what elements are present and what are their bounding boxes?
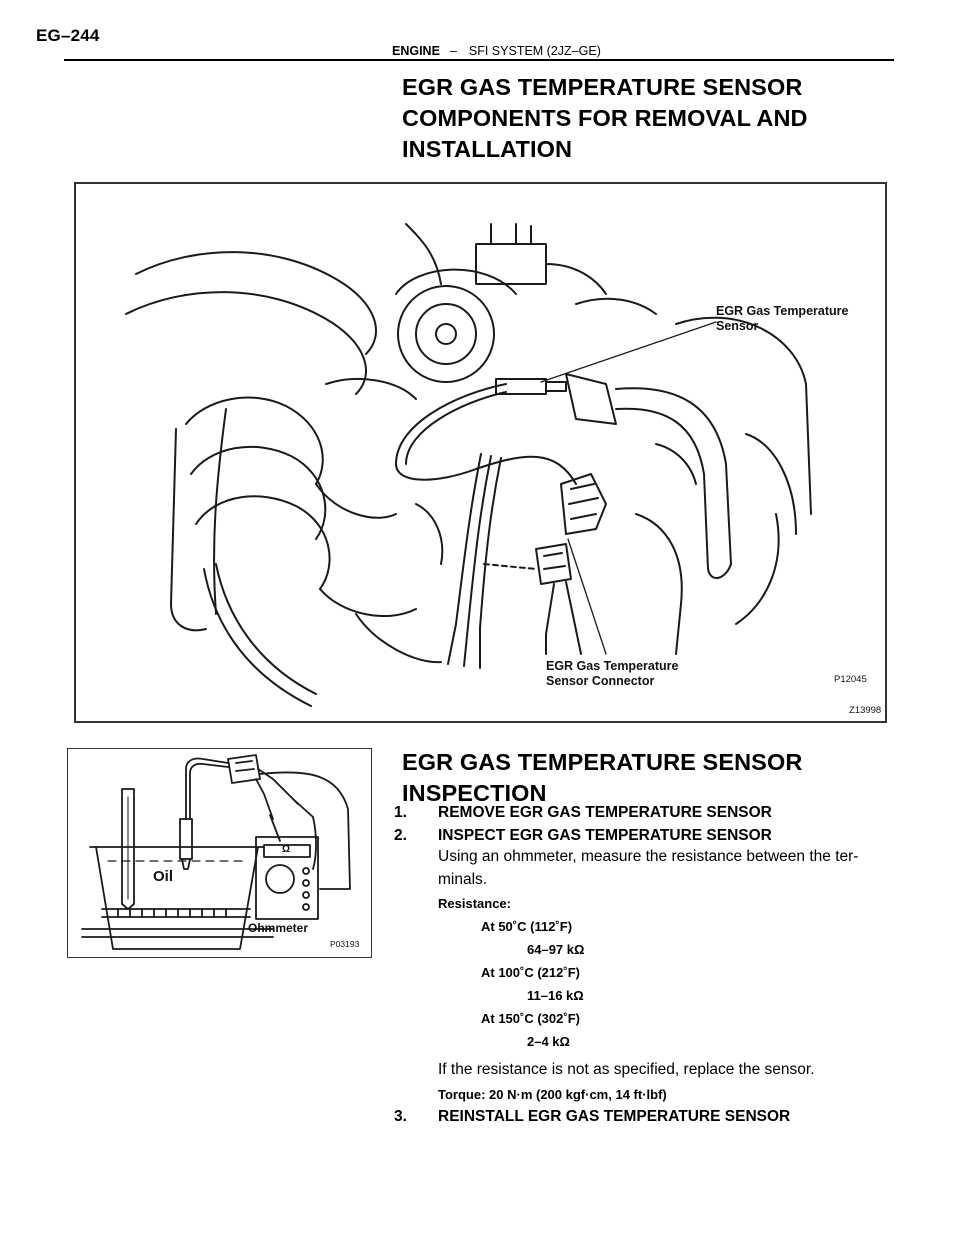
spec-value: 2–4 kΩ [527, 1034, 570, 1049]
section-title-line: EGR GAS TEMPERATURE SENSOR [402, 749, 803, 775]
step-instruction [394, 845, 934, 891]
spec-condition: At 50˚C (112˚F) [481, 919, 573, 934]
section-title-line: INSTALLATION [402, 136, 573, 162]
section-title-inspection [402, 747, 802, 809]
spec-value: 11–16 kΩ [527, 988, 584, 1003]
spec-label: Resistance: [438, 896, 511, 911]
callout-line: EGR Gas Temperature [546, 659, 679, 673]
callout-line: EGR Gas Temperature [716, 304, 849, 318]
callout-sensor-connector [546, 659, 678, 689]
figure-code: P12045 [834, 674, 867, 685]
header-subsection: SFI SYSTEM (2JZ–GE) [468, 44, 601, 58]
label-oil: Oil [153, 868, 174, 885]
ohm-symbol-icon: Ω [282, 844, 291, 855]
callout-line: Sensor [716, 319, 759, 333]
header-rule [64, 59, 894, 61]
section-title-line: INSPECTION [402, 780, 547, 806]
ohmmeter-line-drawing [68, 749, 370, 956]
header-section: ENGINE [392, 44, 440, 58]
step-text: INSPECT EGR GAS TEMPERATURE SENSOR [438, 827, 772, 844]
step-number: 3. [394, 1108, 407, 1125]
inspection-procedure [394, 804, 934, 1131]
instruction-line: Using an ohmmeter, measure the resistance between the ter- [438, 848, 859, 865]
step-remove [394, 804, 934, 822]
ohmmeter-test-figure [67, 748, 372, 958]
step-text: REMOVE EGR GAS TEMPERATURE SENSOR [438, 804, 772, 821]
section-title-components [402, 72, 808, 165]
replace-note: If the resistance is not as specified, replace the sensor. [438, 1061, 815, 1078]
running-header [392, 44, 601, 58]
engine-components-figure [74, 182, 887, 723]
spec-condition: At 100˚C (212˚F) [481, 965, 580, 980]
figure-code: Z13998 [849, 705, 882, 716]
section-title-line: COMPONENTS FOR REMOVAL AND [402, 105, 808, 131]
section-title-line: EGR GAS TEMPERATURE SENSOR [402, 74, 803, 100]
figure-code: P03193 [330, 939, 360, 949]
step-reinstall [394, 1108, 934, 1126]
step-inspect [394, 827, 934, 845]
callout-line: Sensor Connector [546, 674, 655, 688]
step-number: 1. [394, 804, 407, 821]
header-separator: – [449, 44, 457, 58]
callout-egr-sensor [716, 304, 848, 334]
step-number: 2. [394, 827, 407, 844]
instruction-line: minals. [438, 871, 488, 888]
torque-spec: Torque: 20 N·m (200 kgf·cm, 14 ft·lbf) [438, 1087, 667, 1102]
spec-value: 64–97 kΩ [527, 942, 585, 957]
page-number: EG–244 [36, 26, 100, 45]
step-text: REINSTALL EGR GAS TEMPERATURE SENSOR [438, 1108, 791, 1125]
engine-line-drawing [76, 184, 885, 721]
label-ohmmeter: Ohmmeter [248, 921, 309, 935]
spec-condition: At 150˚C (302˚F) [481, 1011, 580, 1026]
